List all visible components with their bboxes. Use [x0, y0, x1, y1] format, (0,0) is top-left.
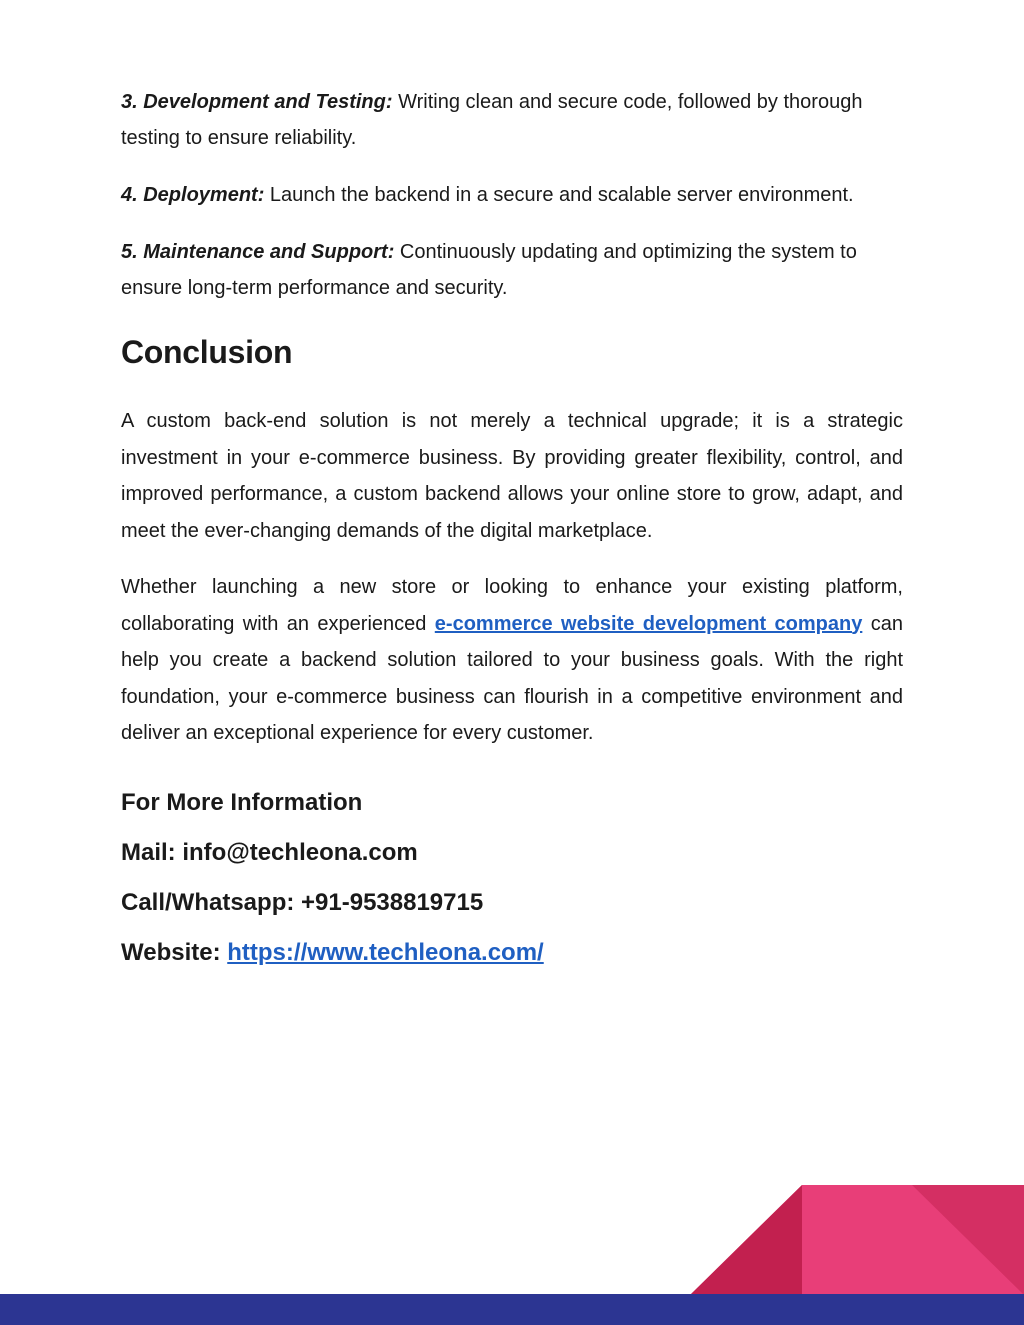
- conclusion-paragraph-1: A custom back-end solution is not merely a technical upgrade; it is a strategic investment in your e-commerce business. By providing greater flexibility, control, and improved performance, a custom backend allows your online store to grow, adapt, and meet the ever-changing demands of the digital marketplace.: [121, 410, 903, 542]
- ecommerce-company-link[interactable]: e-commerce website development company: [434, 612, 863, 635]
- step-text: Writing clean and secure code, followed by thorough testing to ensure reliability.: [121, 91, 863, 149]
- step-lead: 5. Maintenance and Support:: [121, 241, 395, 263]
- step-lead: 3. Development and Testing:: [121, 91, 393, 113]
- step-text: Continuously updating and optimizing the system to ensure long-term performance and security.: [121, 241, 857, 299]
- paragraph-text: can help you create a backend solution tailored to your business goals. With the right foundation, your e-commerce business can flourish in a competitive environment and deliver an exceptional experience for every customer.: [121, 612, 903, 744]
- conclusion-heading: Conclusion: [121, 334, 293, 370]
- website-label: Website:: [121, 938, 228, 966]
- step-text: Launch the backend in a secure and scalable server environment.: [264, 184, 854, 206]
- corner-decoration: [690, 1185, 1024, 1295]
- contact-mail: Mail: info@techleona.com: [121, 838, 418, 866]
- contact-website: [121, 938, 903, 968]
- website-link[interactable]: https://www.techleona.com/: [227, 938, 544, 966]
- contact-phone: Call/Whatsapp: +91-9538819715: [121, 888, 484, 916]
- step-development-testing: [121, 84, 903, 156]
- paragraph-text: Whether launching a new store or looking to enhance your existing platform, collaborating with an experienced: [121, 576, 903, 635]
- step-deployment: [121, 177, 903, 213]
- more-info-heading: For More Information: [121, 788, 363, 816]
- footer-bar: [0, 1294, 1024, 1325]
- step-maintenance-support: [121, 234, 903, 306]
- document-page: [121, 84, 903, 988]
- step-lead: 4. Deployment:: [121, 184, 265, 206]
- conclusion-paragraph-2: [121, 569, 903, 752]
